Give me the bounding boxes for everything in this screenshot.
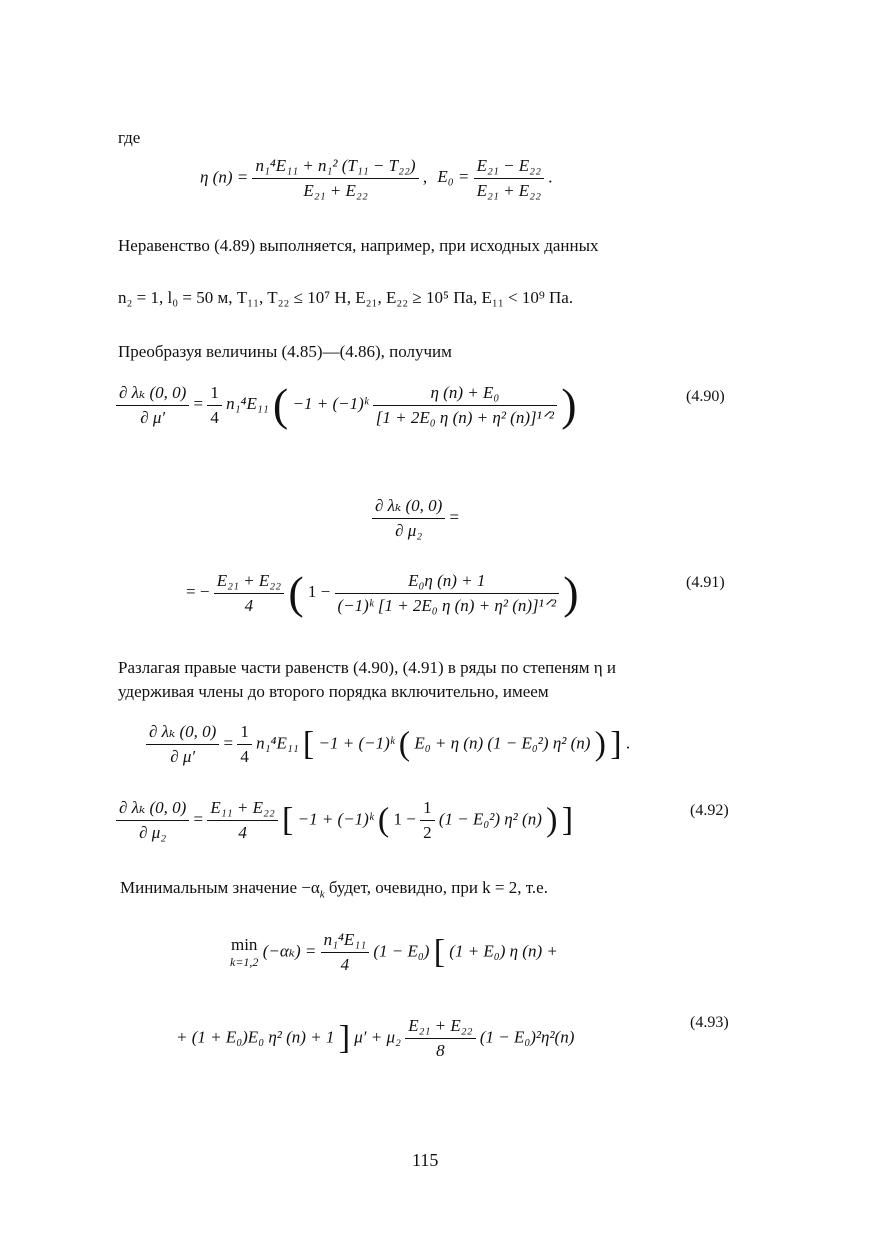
eq491-lhs: [372, 496, 445, 541]
eq492a-lhs-den: ∂ μ′: [170, 747, 196, 766]
eq493-lhs: (−αₖ) =: [262, 941, 317, 961]
eq491-lhs-num: ∂ λₖ (0, 0): [372, 496, 445, 519]
eq491-equals: = −: [186, 581, 210, 601]
eq490-equals: =: [193, 393, 204, 413]
paragraph-4: [120, 878, 548, 900]
e0-numerator: E₂₁ − E₂₂: [474, 156, 544, 179]
eq492b-rparen: ): [546, 801, 558, 839]
eq491-lhs-den: ∂ μ₂: [395, 521, 423, 540]
eq493-coef-num: n₁⁴E₁₁: [321, 930, 370, 953]
eq493-rbracket: ]: [338, 1019, 351, 1057]
eq492b-coef-den: 4: [238, 823, 247, 842]
eq492a-lhs: [146, 722, 219, 767]
eq492b-coef: [207, 798, 277, 843]
eq490-frac-num: η (n) + E₀: [373, 383, 557, 406]
eq490-lparen: (: [272, 379, 289, 430]
where-label: где: [118, 128, 141, 147]
eta-lhs: η (n) =: [200, 167, 249, 187]
paragraph-1: Неравенство (4.89) выполняется, например, при исходных данных: [118, 236, 599, 255]
eq491-lparen: (: [288, 567, 304, 618]
eq490-frac: [373, 383, 557, 428]
e0-fraction: [474, 156, 544, 201]
eq492a-factor: n₁⁴E₁₁: [256, 733, 299, 753]
eq493-min-text: min: [230, 935, 258, 954]
eq491-rparen: ): [563, 567, 579, 618]
eq490-factor: n₁⁴E₁₁: [226, 393, 269, 413]
eq493-rest1b: (1 + E₀) η (n) +: [449, 941, 558, 961]
eq492a-inner2: E₀ + η (n) (1 − E₀²) η² (n): [414, 733, 591, 753]
eq490-lhs-num: ∂ λₖ (0, 0): [116, 383, 189, 406]
eq492a-lbracket: [: [302, 725, 315, 763]
eq490-inner: −1 + (−1)ᵏ: [292, 393, 369, 413]
e0-lhs: E₀ =: [437, 167, 470, 187]
paragraph-3-line-2: удерживая члены до второго порядка включительно, имеем: [118, 682, 549, 701]
eq492b-lbracket: [: [282, 801, 294, 839]
eq491-frac-num: E₀η (n) + 1: [335, 571, 560, 594]
eq493-label: (4.93): [690, 1014, 729, 1031]
eq492b-half: [420, 798, 435, 843]
eq493-frac2-num: E₂₁ + E₂₂: [405, 1016, 475, 1039]
eq490-lhs: [116, 383, 189, 428]
eq493-line2b: μ′ + μ₂: [354, 1027, 401, 1047]
eq492b-lhs: [116, 798, 189, 843]
paragraph-4-sub: k: [319, 888, 325, 901]
eq492b-rbracket: ]: [561, 801, 574, 839]
equation-4-91: [186, 567, 579, 618]
equation-4-93-line-2: [176, 1016, 574, 1061]
eq492a-rbracket: ]: [610, 725, 622, 763]
paragraph-2: Преобразуя величины (4.85)—(4.86), получим: [118, 342, 452, 361]
eq492a-coef-num: 1: [237, 722, 252, 745]
eq492a-rparen: ): [594, 725, 606, 763]
eq492b-half-den: 2: [423, 823, 432, 842]
eta-definition: [200, 156, 553, 201]
eta-fraction: [252, 156, 418, 201]
e0-denominator: E₂₁ + E₂₂: [476, 181, 542, 200]
data-line: n₂ = 1, l₀ = 50 м, T₁₁, T₂₂ ≤ 10⁷ Н, E₂₁, E₂₂ ≥ 10⁵ Па, E₁₁ < 10⁹ Па.: [118, 288, 574, 307]
eq491-frac: [335, 571, 560, 616]
eq492a-end: .: [625, 733, 631, 753]
eq493-min-sub: k=1,2: [230, 955, 259, 969]
eq492a-coef-den: 4: [240, 747, 249, 766]
eq491-coef-den: 4: [244, 595, 254, 615]
eq490-lhs-den: ∂ μ′: [140, 407, 166, 427]
eq493-min: [230, 935, 258, 970]
eq492b-lhs-num: ∂ λₖ (0, 0): [116, 798, 189, 821]
eq490-coef-den: 4: [210, 407, 219, 427]
eq492b-lhs-den: ∂ μ₂: [139, 823, 167, 842]
eq491-coef: [214, 571, 284, 616]
eta-denominator: E₂₁ + E₂₂: [303, 181, 368, 200]
eq492b-coef-num: E₁₁ + E₂₂: [207, 798, 277, 821]
eq490-rparen: ): [561, 379, 577, 430]
eq490-coef-num: 1: [207, 383, 222, 406]
eq493-rest1: (1 − E₀): [373, 941, 430, 961]
eq492b-equals: =: [193, 809, 204, 829]
eq493-line2a: + (1 + E₀)E₀ η² (n) + 1: [176, 1027, 335, 1047]
eq492a-lhs-num: ∂ λₖ (0, 0): [146, 722, 219, 745]
eq491-frac-den: (−1)ᵏ [1 + 2E₀ η (n) + η² (n)]¹ᐟ²: [337, 595, 557, 615]
eta-end: .: [548, 167, 553, 187]
eta-numerator: n₁⁴E₁₁ + n₁² (T₁₁ − T₂₂): [252, 156, 418, 179]
page-number: 115: [412, 1150, 439, 1170]
eq492b-inner2a: 1 −: [393, 809, 416, 829]
eq491-label: (4.91): [686, 574, 725, 591]
eq490-coef: [207, 383, 222, 428]
eq493-coef-den: 4: [340, 955, 350, 974]
eq492b-lparen: (: [377, 801, 390, 839]
equation-4-92-a: [146, 722, 630, 767]
eq493-frac2-den: 8: [436, 1041, 445, 1060]
eq493-lbracket: [: [433, 933, 446, 971]
equation-4-93-line-1: [230, 930, 558, 975]
eq491-equals-top: =: [449, 507, 460, 527]
paragraph-3-line-1: Разлагая правые части равенств (4.90), (4.91) в ряды по степеням η и: [118, 658, 616, 677]
eq492b-half-num: 1: [420, 798, 435, 821]
eta-separator: ,: [422, 167, 428, 187]
eq492-label: (4.92): [690, 802, 729, 819]
eq490-label: (4.90): [686, 388, 725, 405]
eq492b-inner2b: (1 − E₀²) η² (n): [438, 809, 542, 829]
equation-4-92-b: [116, 798, 573, 843]
eq492a-coef: [237, 722, 252, 767]
equation-4-90: [116, 379, 577, 430]
eq491-inner: 1 −: [307, 581, 331, 601]
eq492a-inner: −1 + (−1)ᵏ: [318, 733, 395, 753]
eq493-line2c: (1 − E₀)²η²(n): [479, 1027, 575, 1047]
eq493-frac2: [405, 1016, 475, 1061]
eq492a-lparen: (: [398, 725, 411, 763]
equation-4-91-lhs: [372, 496, 459, 541]
eq492b-inner: −1 + (−1)ᵏ: [297, 809, 374, 829]
paragraph-4-text: Минимальным значение −α: [120, 878, 320, 897]
eq491-coef-num: E₂₁ + E₂₂: [214, 571, 284, 594]
eq493-coef: [321, 930, 370, 975]
eq490-frac-den: [1 + 2E₀ η (n) + η² (n)]¹ᐟ²: [375, 407, 554, 427]
paragraph-4-tail: будет, очевидно, при k = 2, т.е.: [324, 878, 548, 897]
eq492a-equals: =: [223, 733, 234, 753]
